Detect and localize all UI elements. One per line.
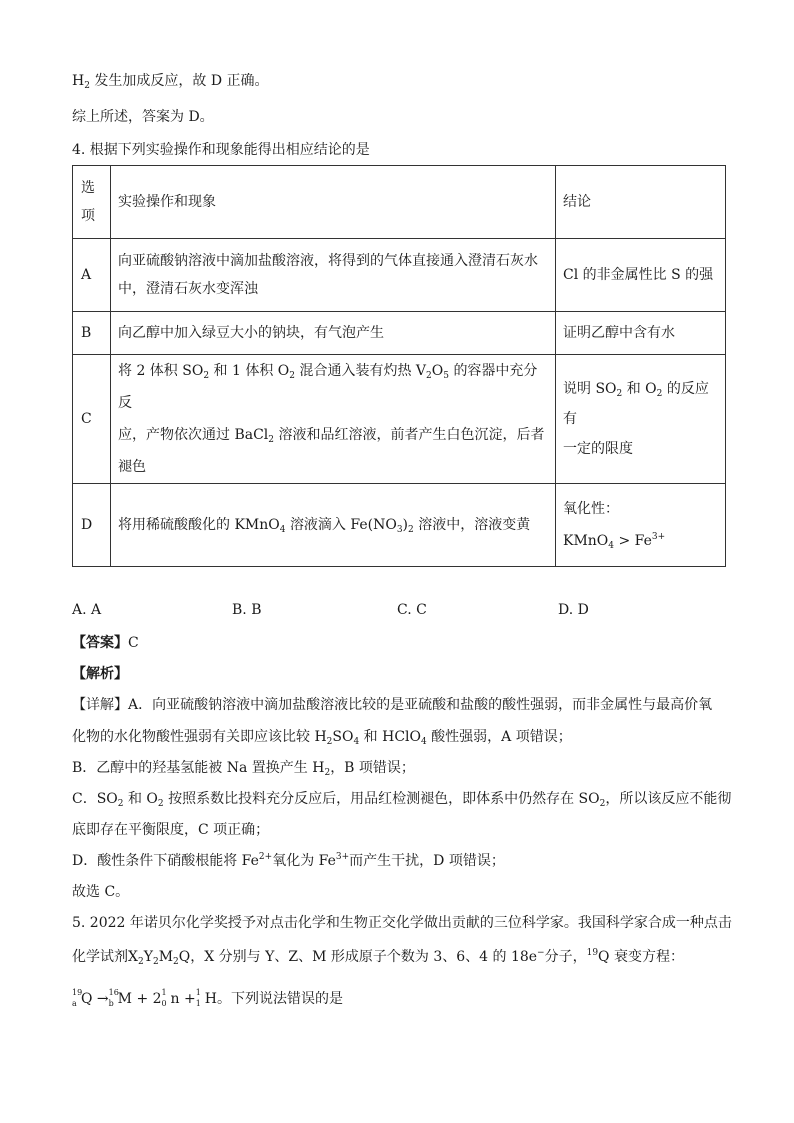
header-option: 选项 — [73, 166, 111, 239]
table-row — [73, 355, 726, 484]
row-operation: 将用稀硫酸酸化的 KMnO$_4$ 溶液滴入 $Fe(NO_3)_2$ 溶液中，溶液变黄 — [111, 484, 556, 567]
table-row — [73, 484, 726, 567]
header-conclusion: 结论 — [556, 166, 726, 239]
answer-line: 【答案】C — [72, 635, 139, 651]
decay-equation: 19 a Q → 16 b M + 2 1 0 n + 1 1 H。下列说法错误的是 — [72, 988, 343, 1008]
table-header-row — [73, 166, 726, 239]
row-operation: 将 2 体积 $SO_2$ 和 1 体积 $O_2$ 混合通入装有灼热 $V_2O_5$ 的容器中充分反 应，产物依次通过 BaCl$_2$ 溶液和品红溶液，前者产生白色沉淀，后者 褪色 — [111, 355, 556, 484]
detail-conclusion: 故选 C。 — [72, 884, 130, 900]
row-operation: 向乙醇中加入绿豆大小的钠块，有气泡产生 — [111, 312, 556, 355]
question-5-line-1: 5. 2022 年诺贝尔化学奖授予对点击化学和生物正交化学做出贡献的三位科学家。我国科学家合成一种点击 — [72, 915, 732, 931]
question-5-line-2: 化学试剂$X_2Y_2M_2Q$，X 分别与 Y、Z、M 形成原子个数为 3、6、4 的 18e−分子，$^{19}$Q 衰变方程： — [72, 948, 684, 967]
detail-a-line-1: 【详解】A．向亚硫酸钠溶液中滴加盐酸溶液比较的是亚硫酸和盐酸的酸性强弱，而非金属性与最高价氧 — [72, 697, 713, 713]
choice-a: A. A — [72, 602, 102, 618]
experiment-table — [72, 165, 726, 567]
row-operation: 向亚硫酸钠溶液中滴加盐酸溶液，将得到的气体直接通入澄清石灰水 中，澄清石灰水变浑浊 — [111, 239, 556, 312]
table-row — [73, 312, 726, 355]
row-conclusion: 说明 $SO_2$ 和 $O_2$ 的反应有 一定的限度 — [556, 355, 726, 484]
prev-line-1: $H_2$ 发生加成反应，故 D 正确。 — [72, 73, 269, 91]
detail-b: B．乙醇中的羟基氢能被 Na 置换产生 $H_2$，B 项错误； — [72, 760, 415, 778]
choice-c: C. C — [397, 602, 427, 618]
row-conclusion: 证明乙醇中含有水 — [556, 312, 726, 355]
choice-d: D. D — [558, 602, 589, 618]
row-option: A — [73, 239, 111, 312]
row-option: D — [73, 484, 111, 567]
header-operation: 实验操作和现象 — [111, 166, 556, 239]
choice-b: B. B — [232, 602, 262, 618]
row-conclusion: Cl 的非金属性比 S 的强 — [556, 239, 726, 312]
row-option: B — [73, 312, 111, 355]
row-option: C — [73, 355, 111, 484]
detail-c-line-2: 底即存在平衡限度，C 项正确； — [72, 822, 270, 838]
question-4-stem: 4. 根据下列实验操作和现象能得出相应结论的是 — [72, 142, 370, 158]
table-row — [73, 239, 726, 312]
detail-c-line-1: C．$SO_2$ 和 $O_2$ 按照系数比投料充分反应后，用品红检测褪色，即体系中仍然存在 $SO_2$，所以该反应不能彻 — [72, 791, 732, 809]
analysis-label: 【解析】 — [72, 666, 128, 682]
row-conclusion: 氧化性： KMnO$_4$ > $Fe^{3+}$ — [556, 484, 726, 567]
prev-summary: 综上所述，答案为 D。 — [72, 109, 214, 125]
detail-a-line-2: 化物的水化物酸性强弱有关即应该比较 $H_2SO_4$ 和 HClO$_4$ 酸性强弱，A 项错误； — [72, 729, 572, 747]
detail-d: D．酸性条件下硝酸根能将 $Fe^{2+}$氧化为 $Fe^{3+}$而产生干扰，D 项错误； — [72, 852, 505, 869]
